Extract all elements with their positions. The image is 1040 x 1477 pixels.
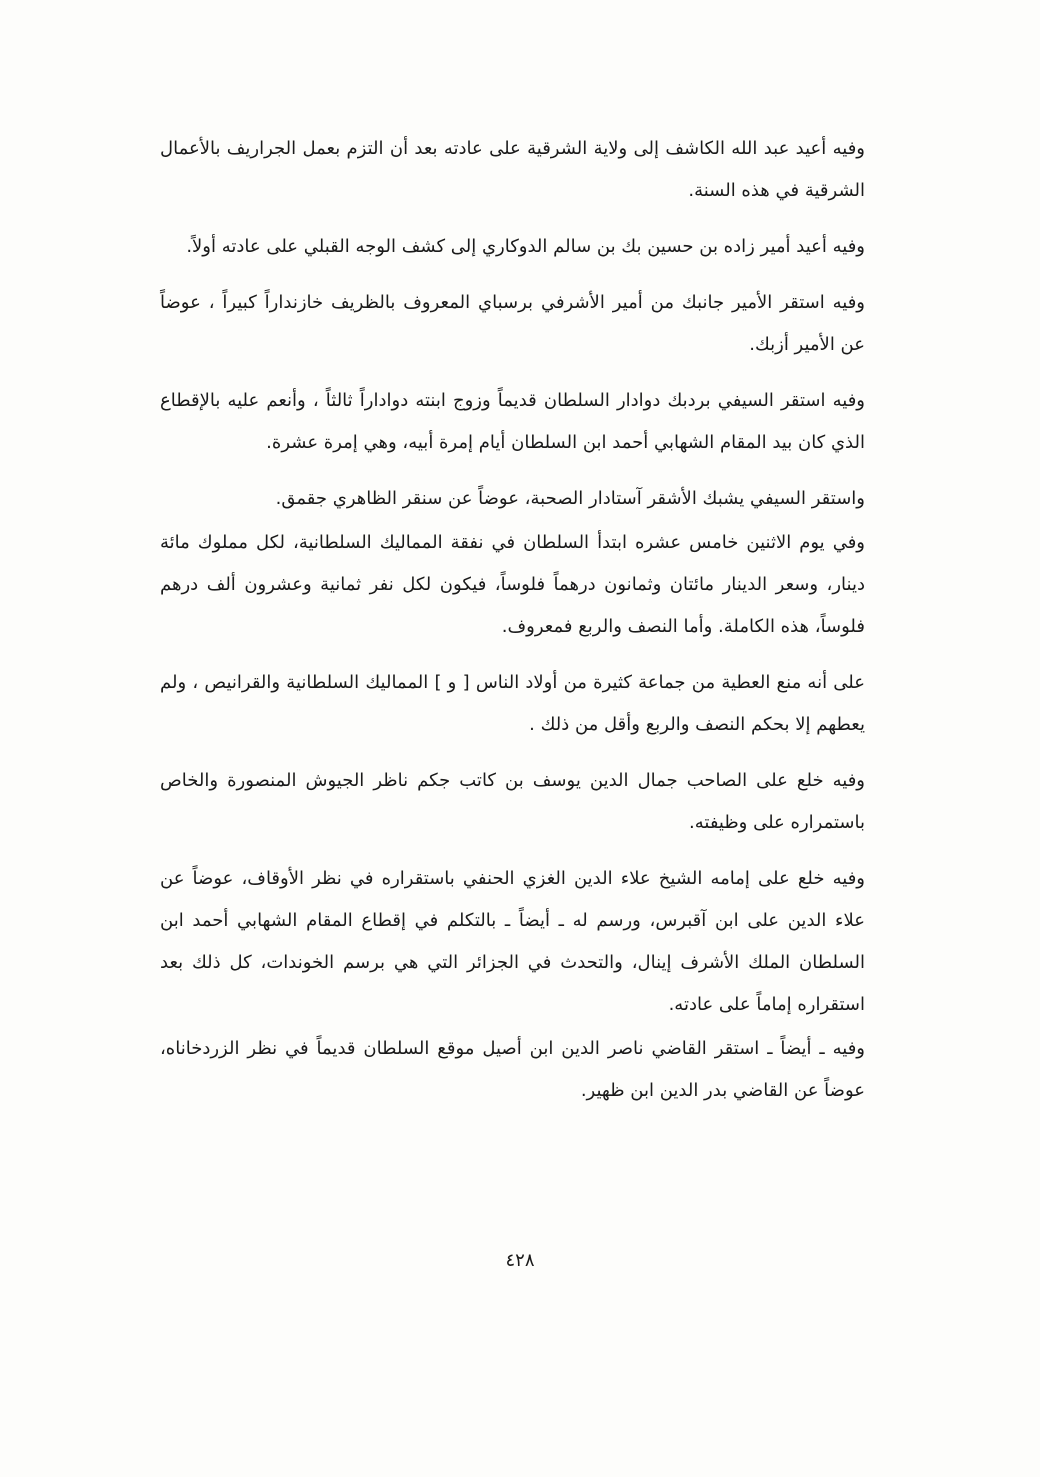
paragraph-10: وفيه ـ أيضاً ـ استقر القاضي ناصر الدين ابن أصيل موقع السلطان قديماً في نظر الزردخاناه، عوضاً عن القاضي بدر الدين ابن ظهير. [160,1038,865,1101]
paragraph-9: وفيه خلع على إمامه الشيخ علاء الدين الغزي الحنفي باستقراره في نظر الأوقاف، عوضاً عن علاء الدين على ابن آقبرس، ورسم له ـ أيضاً ـ بالتكلم في إقطاع المقام الشهابي أحمد ابن السلطان الملك الأشرف إينال، والتحدث في الجزائر التي هي برسم الخوندات، كل ذلك بعد استقراره إماماً على عادته. [160,868,865,1015]
paragraph-1: وفيه أعيد عبد الله الكاشف إلى ولاية الشرقية على عادته بعد أن التزم بعمل الجراريف بالأعمال الشرقية في هذه السنة. [160,138,865,201]
body-text [160,128,865,1126]
paragraph-5: واستقر السيفي يشبك الأشقر آستادار الصحبة، عوضاً عن سنقر الظاهري جقمق. [275,488,865,509]
paragraph-7: على أنه منع العطية من جماعة كثيرة من أولاد الناس [ و ] المماليك السلطانية والقرانيص ، ولم يعطهم إلا بحكم النصف والربع وأقل من ذلك . [160,672,865,735]
paragraph-3: وفيه استقر الأمير جانبك من أمير الأشرفي برسباي المعروف بالظريف خازنداراً كبيراً ، عوضاً عن الأمير أزبك. [160,292,865,355]
paragraph-4: وفيه استقر السيفي بردبك دوادار السلطان قديماً وزوج ابنته دواداراً ثالثاً ، وأنعم عليه بالإقطاع الذي كان بيد المقام الشهابي أحمد ابن السلطان أيام إمرة أبيه، وهي إمرة عشرة. [160,390,865,453]
page-number: ٤٢٨ [505,1250,535,1271]
paragraph-2: وفيه أعيد أمير زاده بن حسين بك بن سالم الدوكاري إلى كشف الوجه القبلي على عادته أولاً. [186,236,865,257]
paragraph-8: وفيه خلع على الصاحب جمال الدين يوسف بن كاتب جكم ناظر الجيوش المنصورة والخاص باستمراره على وظيفته. [160,770,865,833]
paragraph-6: وفي يوم الاثنين خامس عشره ابتدأ السلطان في نفقة المماليك السلطانية، لكل مملوك مائة دينار، وسعر الدينار مائتان وثمانون درهماً فلوساً، فيكون لكل نفر ثمانية وعشرون ألف درهم فلوساً، هذه الكاملة. وأما النصف والربع فمعروف. [160,532,865,637]
